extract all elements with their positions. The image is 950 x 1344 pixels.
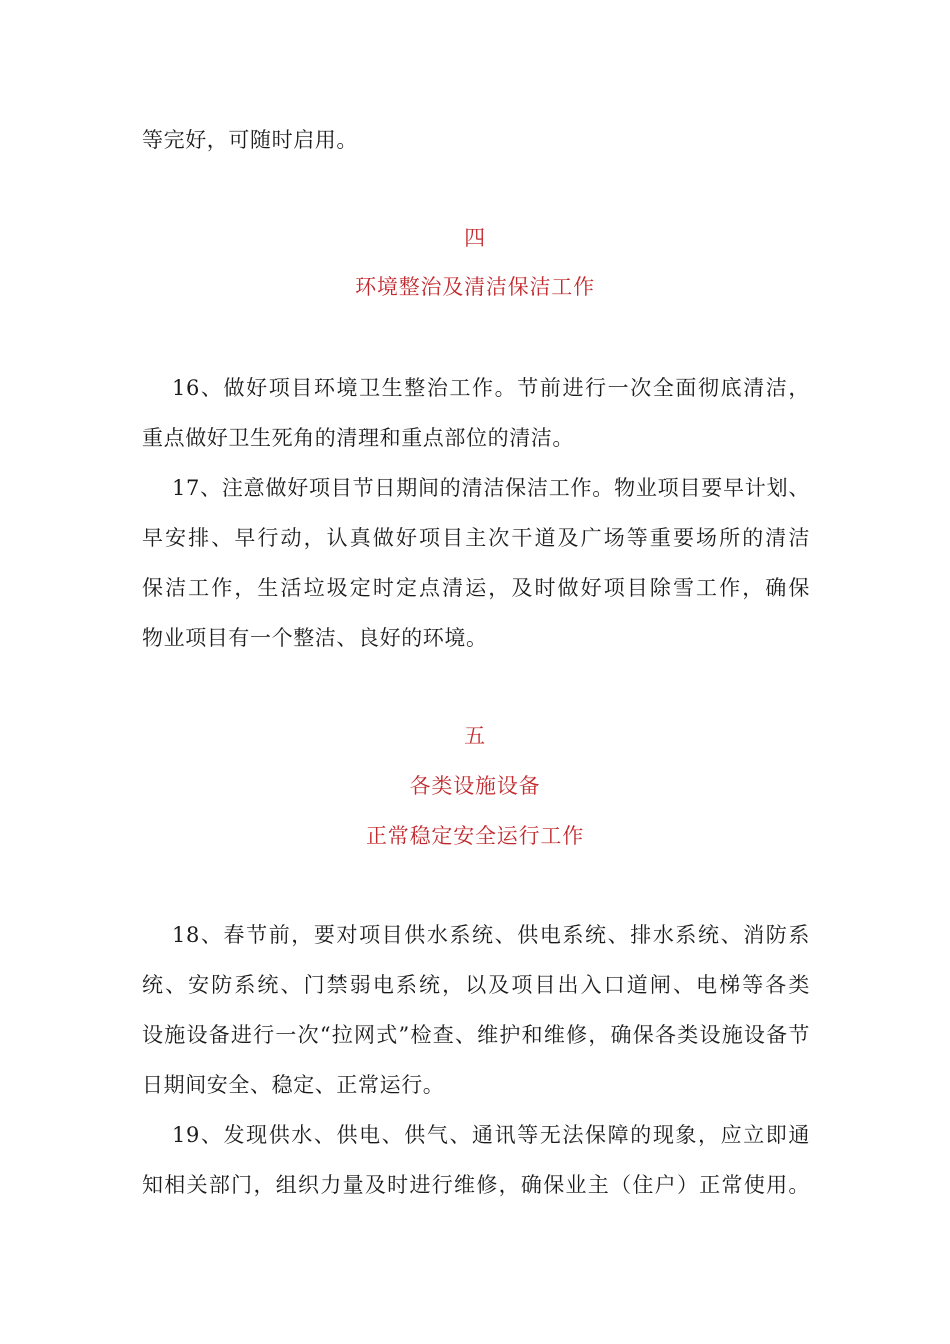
section-5-title-line-2: 正常稳定安全运行工作 [366, 824, 584, 848]
item-17-line-4: 物业项目有一个整洁、良好的环境。 [142, 626, 488, 650]
item-16-line-2: 重点做好卫生死角的清理和重点部位的清洁。 [142, 426, 574, 450]
item-17-line-2: 早安排、早行动，认真做好项目主次干道及广场等重要场所的清洁 [142, 526, 810, 550]
section-5-number: 五 [464, 724, 486, 748]
item-17-line-3: 保洁工作，生活垃圾定时定点清运，及时做好项目除雪工作，确保 [142, 576, 810, 600]
item-17-line-1: 17、注意做好项目节日期间的清洁保洁工作。物业项目要早计划、 [172, 476, 810, 500]
item-19-line-2: 知相关部门，组织力量及时进行维修，确保业主（住户）正常使用。 [142, 1173, 810, 1197]
section-4-title: 环境整治及清洁保洁工作 [355, 275, 595, 299]
item-18-line-2: 统、安防系统、门禁弱电系统，以及项目出入口道闸、电梯等各类 [142, 973, 810, 997]
item-18-line-3: 设施设备进行一次“拉网式”检查、维护和维修，确保各类设施设备节 [142, 1023, 810, 1047]
item-19-line-1: 19、发现供水、供电、供气、通讯等无法保障的现象，应立即通 [172, 1123, 810, 1147]
item-18-line-1: 18、春节前，要对项目供水系统、供电系统、排水系统、消防系 [172, 923, 810, 947]
section-5-title-line-1: 各类设施设备 [409, 774, 541, 798]
item-18-line-4: 日期间安全、稳定、正常运行。 [142, 1073, 445, 1097]
section-4-number: 四 [464, 226, 486, 250]
item-16-line-1: 16、做好项目环境卫生整治工作。节前进行一次全面彻底清洁， [172, 376, 810, 400]
continuation-text: 等完好，可随时启用。 [142, 128, 358, 152]
